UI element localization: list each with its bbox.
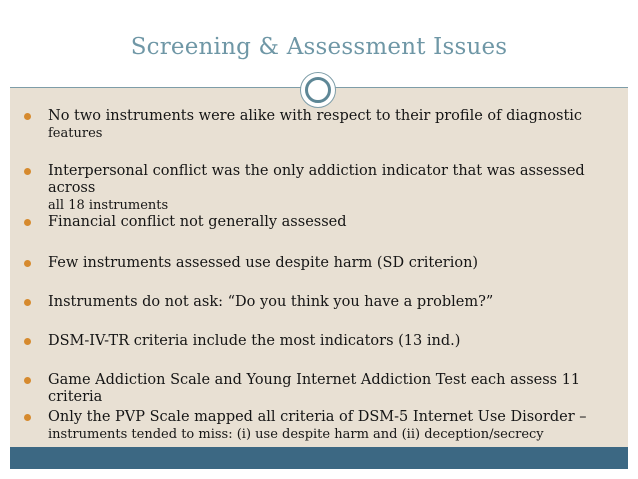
bullet-marker-icon — [24, 299, 31, 306]
bullet-line-1: DSM-IV-TR criteria include the most indicators (13 ind.) — [48, 333, 461, 349]
bullet-marker-icon — [24, 168, 31, 175]
bullet-marker-icon — [24, 414, 31, 421]
bullet-line-1: Instruments do not ask: “Do you think you have a problem?” — [48, 294, 494, 310]
slide-frame — [10, 10, 628, 469]
bullet-text — [48, 409, 618, 443]
bullet-marker-icon — [24, 113, 31, 120]
bullet-text — [48, 255, 618, 272]
footer-bar — [10, 447, 628, 469]
bullet-line-2: features — [48, 126, 103, 141]
bullet-text — [48, 333, 618, 350]
slide-title: Screening & Assessment Issues — [130, 34, 508, 60]
bullet-line-1: Few instruments assessed use despite harm (SD criterion) — [48, 255, 479, 271]
bullet-marker-icon — [24, 219, 31, 226]
bullet-marker-icon — [24, 260, 31, 267]
bullet-text — [48, 372, 618, 406]
bullet-line-1: Interpersonal conflict was the only addiction indicator that was assessed across — [48, 163, 585, 196]
bullet-text — [48, 214, 618, 231]
bullet-line-1: Game Addiction Scale and Young Internet Addiction Test each assess 11 criteria — [48, 372, 581, 405]
bullet-line-1: No two instruments were alike with respect to their profile of diagnostic — [48, 108, 583, 124]
bullet-line-1: Financial conflict not generally assessed — [48, 214, 347, 230]
bullet-text — [48, 163, 618, 214]
bullet-line-2: all 18 instruments — [48, 198, 169, 213]
bullet-line-2: instruments tended to miss: (i) use despite harm and (ii) deception/secrecy — [48, 427, 544, 442]
circle-ornament-inner — [305, 77, 331, 103]
circle-ornament-icon — [300, 72, 336, 108]
bullet-line-1: Only the PVP Scale mapped all criteria of DSM-5 Internet Use Disorder – — [48, 409, 587, 425]
bullet-marker-icon — [24, 377, 31, 384]
bullet-text — [48, 108, 618, 142]
bullet-marker-icon — [24, 338, 31, 345]
bullet-text — [48, 294, 618, 311]
